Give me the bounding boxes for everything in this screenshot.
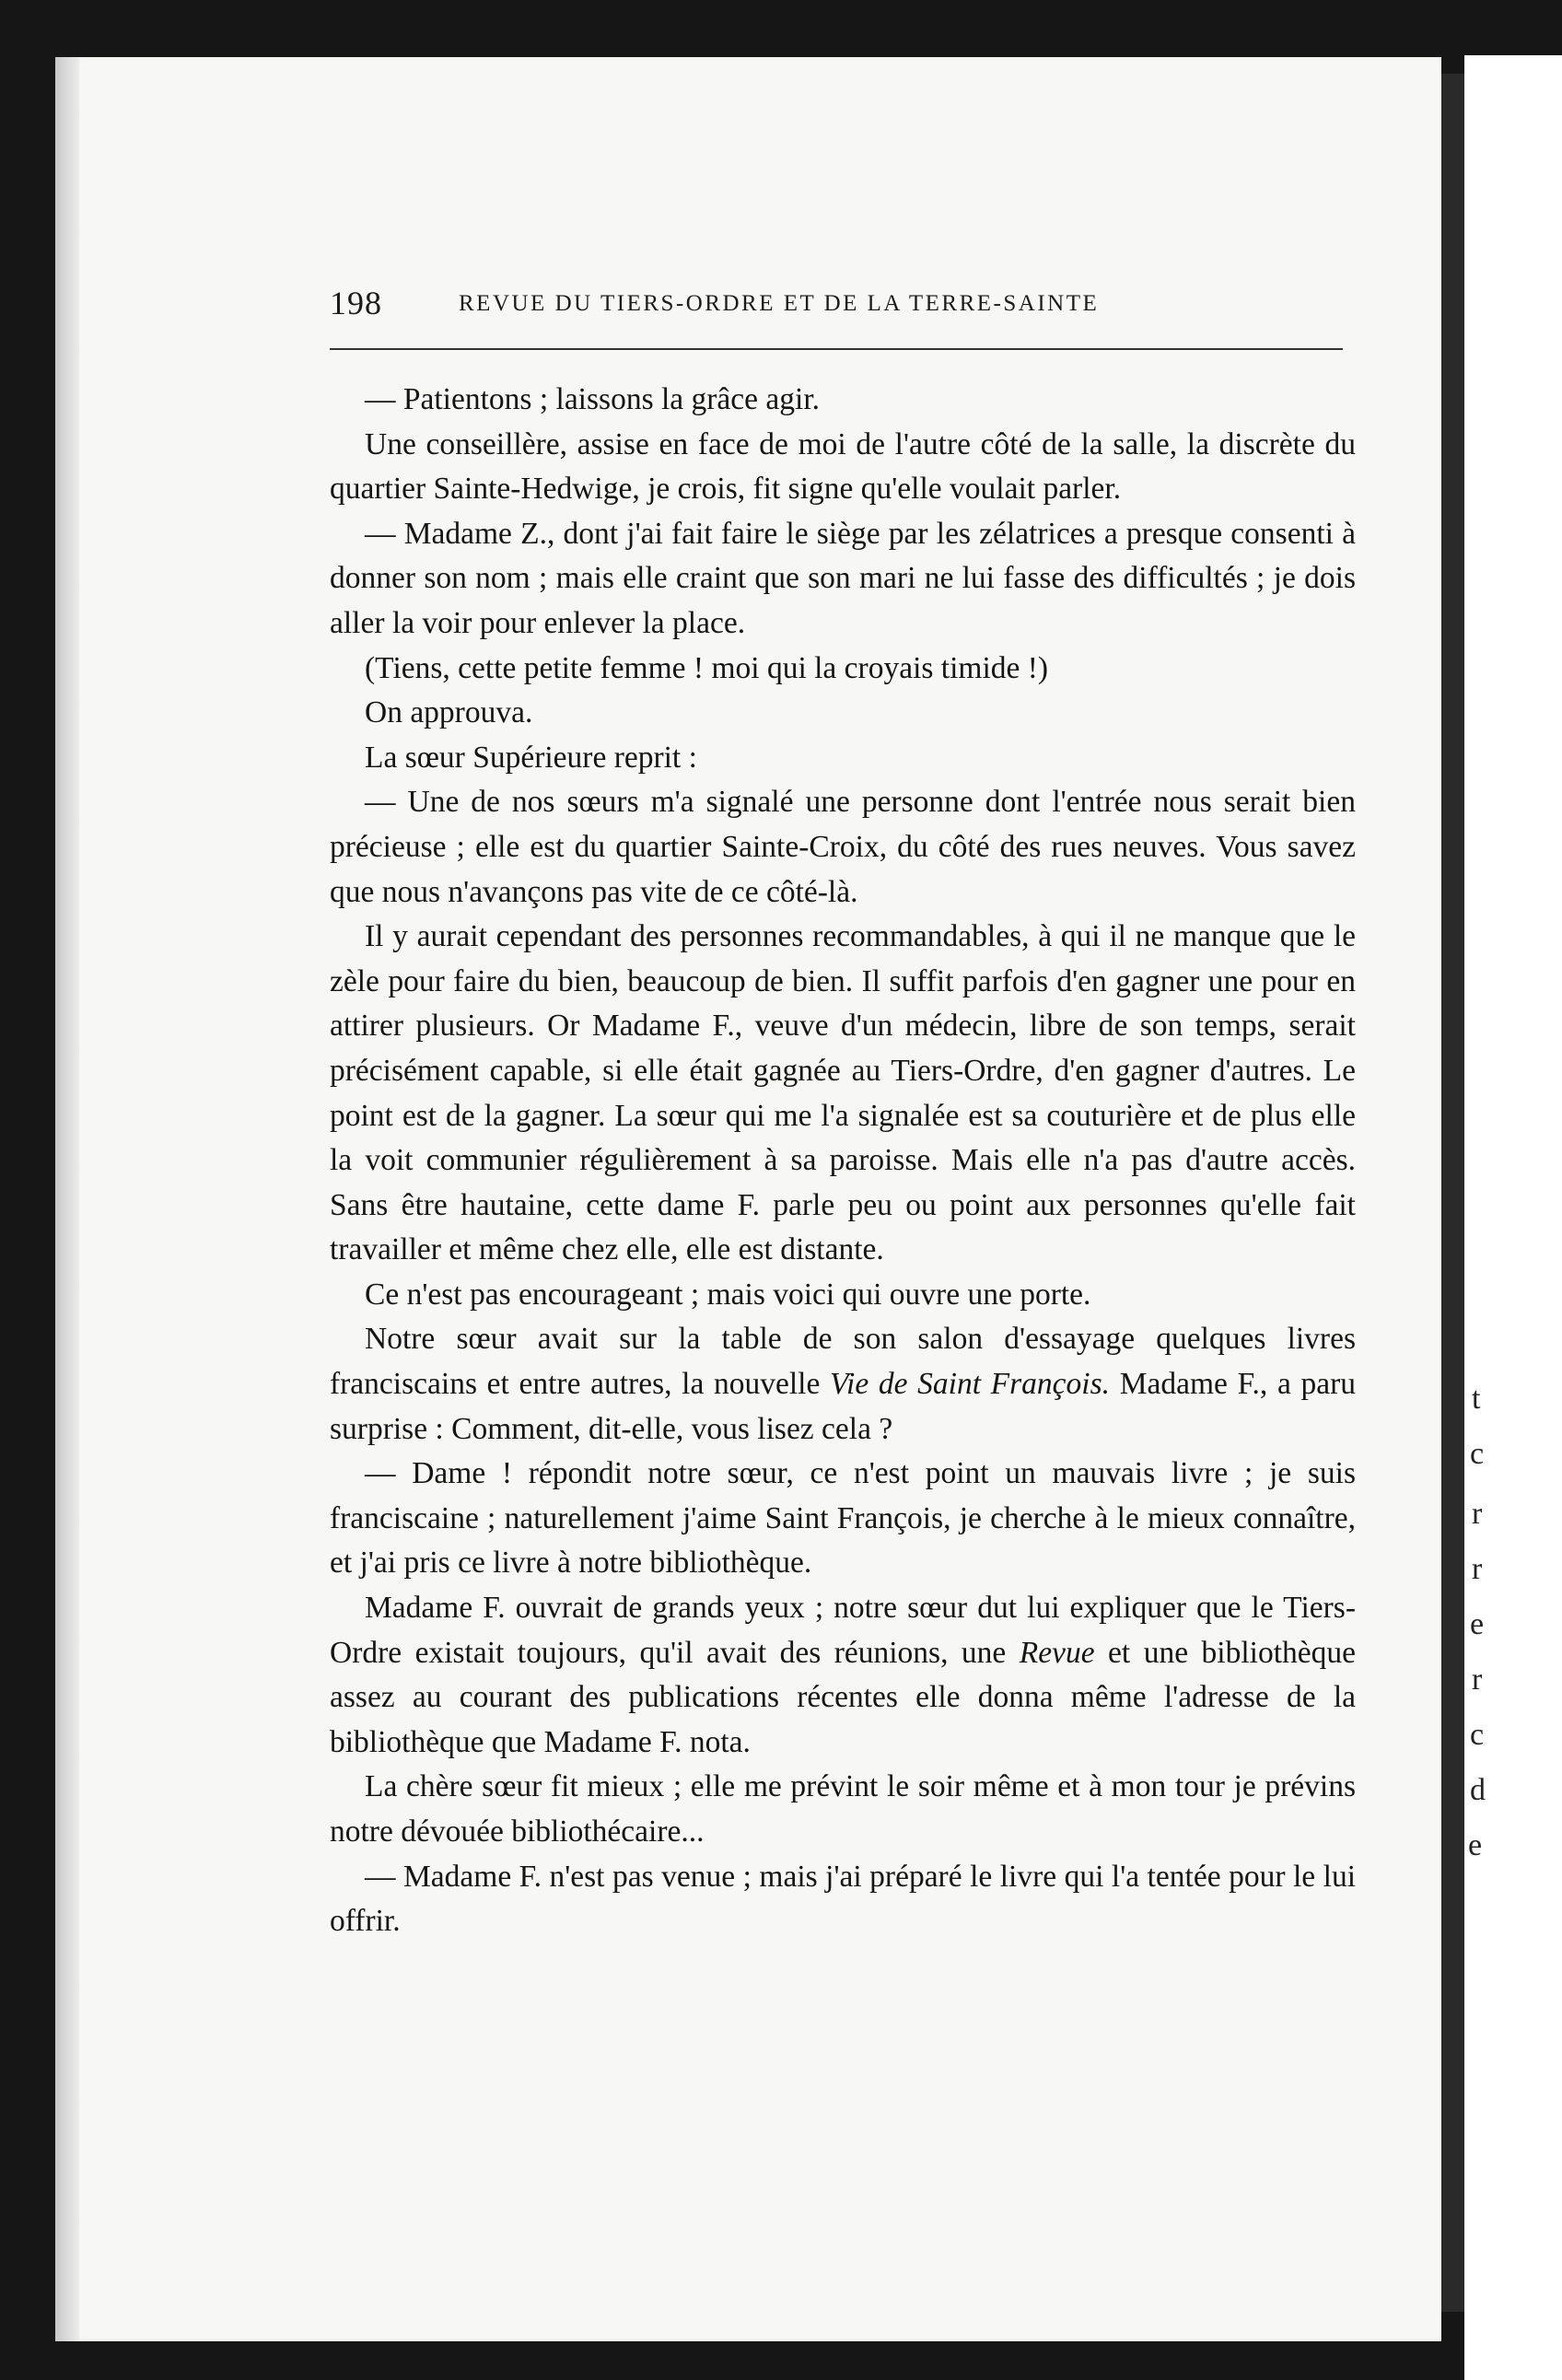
page-edge <box>55 57 79 2341</box>
paragraph-text: et une bibliothèque assez au courant des publications récentes elle donna même l'adresse de la bibliothèque que Madame F. nota. <box>330 1635 1356 1759</box>
adjacent-letter: t <box>1472 1382 1481 1416</box>
paragraph: Il y aurait cependant des personnes recommandables, à qui il ne manque que le zèle pour faire du bien, beaucoup de bien. Il suffit parfois d'en gagner une pour en attirer plusieurs. Or Madame F., veuve d'un médecin, libre de son temps, serait précisément capable, si elle était gagnée au Tiers-Ordre, d'en gagner d'autres. Le point est de la gagner. La sœur qui me l'a signalée est sa couturière et de plus elle la voit communier régulièrement à sa paroisse. Mais elle n'a pas d'autre accès. Sans être hautaine, cette dame F. parle peu ou point aux personnes qu'elle fait travailler et même chez elle, elle est distante. <box>330 919 1356 1267</box>
paragraph: (Tiens, cette petite femme ! moi qui la croyais timide !) <box>365 650 1049 685</box>
revue-italic: Revue <box>1019 1635 1095 1670</box>
adjacent-letter: r <box>1472 1662 1483 1697</box>
paragraph-text: Madame F., a paru surprise : Comment, dit-elle, vous lisez cela ? <box>330 1367 1357 1446</box>
adjacent-letter: r <box>1472 1497 1483 1531</box>
running-title: REVUE DU TIERS-ORDRE ET DE LA TERRE-SAINTE <box>459 291 1100 316</box>
paragraph: — Une de nos sœurs m'a signalé une personne dont l'entrée nous serait bien précieuse ; elle est du quartier Sainte-Croix, du côté des rues neuves. Vous savez que nous n'avançons pas vite de ce côté-là. <box>330 785 1356 909</box>
paragraph-text: Madame F. ouvrait de grands yeux ; notre sœur dut lui expliquer que le Tiers-Ordre existait toujours, qu'il avait des réunions, une <box>330 1591 1356 1670</box>
paragraph: On approuva. <box>365 695 533 730</box>
paragraph: — Madame F. n'est pas venue ; mais j'ai préparé le livre qui l'a tentée pour le lui offrir. <box>330 1859 1356 1939</box>
adjacent-letter: e <box>1468 1828 1483 1862</box>
paragraph: La sœur Supérieure reprit : <box>365 740 697 775</box>
adjacent-letter: r <box>1472 1552 1483 1586</box>
adjacent-page-strip <box>1464 55 1562 2380</box>
paragraph: — Madame Z., dont j'ai fait faire le siège par les zélatrices a presque consenti à donner son nom ; mais elle craint que son mari ne lui fasse des difficultés ; je dois aller la voir pour enlever la place. <box>330 516 1356 640</box>
book-title-italic: Vie de Saint François. <box>830 1367 1111 1402</box>
paragraph: — Patientons ; laissons la grâce agir. <box>365 382 821 416</box>
paragraph <box>330 1317 1356 1452</box>
adjacent-letter: d <box>1470 1773 1486 1807</box>
page-number: 198 <box>330 285 382 321</box>
paragraph: Ce n'est pas encourageant ; mais voici qui ouvre une porte. <box>365 1277 1091 1312</box>
paragraph <box>330 1586 1356 1765</box>
body-text <box>330 378 1356 1944</box>
paragraph: La chère sœur fit mieux ; elle me prévint le soir même et à mon tour je prévins notre dévouée bibliothécaire... <box>330 1769 1356 1849</box>
paragraph: Une conseillère, assise en face de moi de l'autre côté de la salle, la discrète du quartier Sainte-Hedwige, je crois, fit signe qu'elle voulait parler. <box>330 426 1356 507</box>
adjacent-letter: e <box>1470 1607 1485 1641</box>
paragraph-text: Notre sœur avait sur la table de son salon d'essayage quelques livres franciscains et entre autres, la nouvelle <box>330 1322 1356 1402</box>
adjacent-letter: c <box>1470 1437 1485 1471</box>
paragraph: — Dame ! répondit notre sœur, ce n'est point un mauvais livre ; je suis franciscaine ; naturellement j'aime Saint François, je cherche à le mieux connaître, et j'ai pris ce livre à notre bibliothèque. <box>330 1456 1356 1581</box>
header-rule <box>330 348 1343 350</box>
adjacent-letter: c <box>1470 1718 1485 1752</box>
page-header <box>330 284 1343 330</box>
